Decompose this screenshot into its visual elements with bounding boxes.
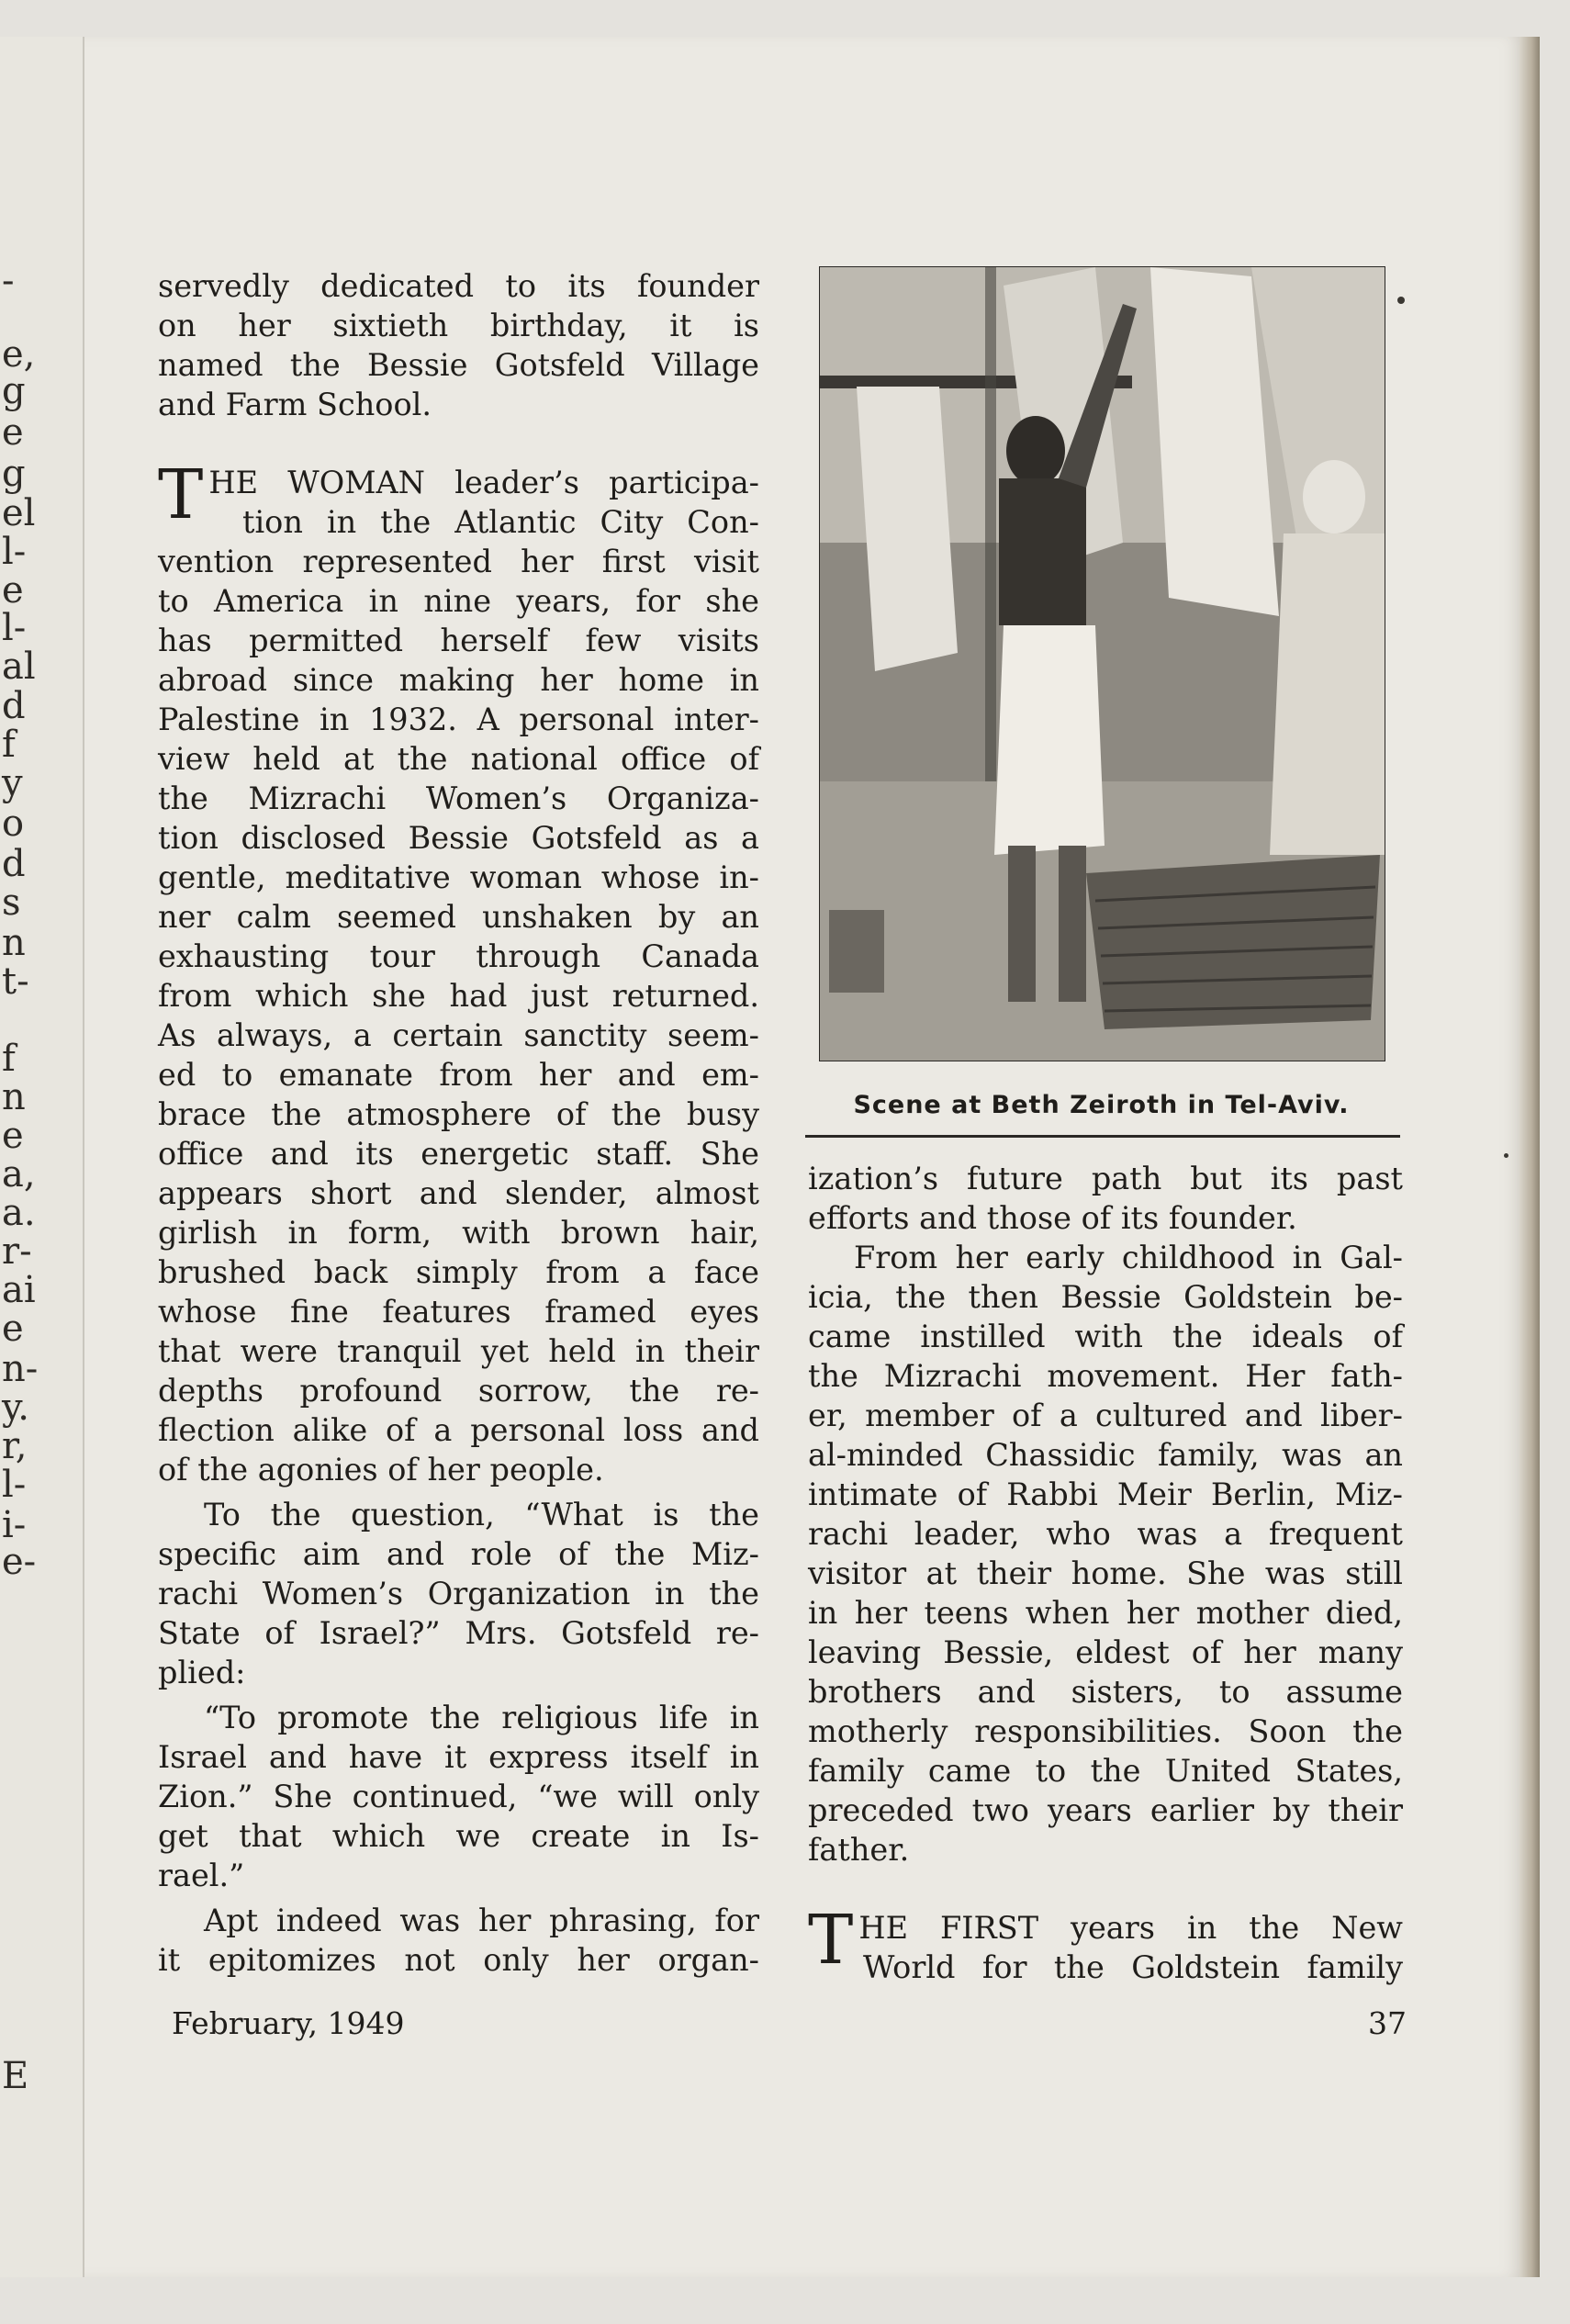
photo-caption: Scene at Beth Zeiroth in Tel-Aviv. (853, 1091, 1350, 1119)
caption-rule (805, 1135, 1400, 1138)
column-right (808, 1159, 1403, 1987)
page-fore-edge (1520, 37, 1540, 2277)
text-line: ization’s future path but its past (808, 1161, 1403, 1196)
text-line: whose fine features framed eyes (158, 1294, 759, 1330)
left-page-fragment: r, (2, 1425, 28, 1467)
scan-speck (1504, 1153, 1508, 1158)
drop-cap: T (808, 1901, 854, 1980)
text-line: tion in the Atlantic City Con- (242, 504, 759, 540)
text-line: HE WOMAN leader’s participa- (208, 465, 759, 500)
left-page-fragment: i- (2, 1504, 27, 1546)
text-line: appears short and slender, almost (158, 1175, 759, 1211)
left-page-fragment: t- (2, 960, 29, 1003)
left-page-fragment: el (2, 492, 36, 534)
text-line: the Mizrachi movement. Her fath- (808, 1358, 1403, 1394)
drop-cap: T (158, 455, 204, 534)
left-page-fragment: e (2, 1115, 24, 1157)
left-page-edge (0, 37, 84, 2277)
text-line: abroad since making her home in (158, 662, 759, 698)
text-line: brothers and sisters, to assume (808, 1674, 1403, 1710)
left-page-fragment: r- (2, 1230, 32, 1273)
left-page-fragment: y (2, 762, 23, 804)
text-line: the Mizrachi Women’s Organiza- (158, 780, 759, 816)
text-line: of the agonies of her people. (158, 1452, 604, 1488)
text-line: State of Israel?” Mrs. Gotsfeld re- (158, 1615, 759, 1651)
left-page-fragment: a. (2, 1192, 36, 1234)
text-line: ner calm seemed unshaken by an (158, 899, 759, 935)
paragraph-quote (158, 1698, 759, 1895)
photo-beth-zeiroth (819, 266, 1385, 1061)
left-page-fragment: g (2, 453, 26, 495)
left-page-fragment: f (2, 724, 16, 766)
left-page-fragment: ai (2, 1269, 36, 1311)
text-line: from which she had just returned. (158, 978, 759, 1014)
paragraph-continuation (808, 1159, 1403, 1238)
text-line: depths profound sorrow, the re- (158, 1373, 759, 1409)
paragraph-intro-continuation (158, 266, 759, 424)
left-page-fragment: n- (2, 1348, 39, 1390)
left-page-fragment: s (2, 881, 21, 924)
text-line: specific aim and role of the Miz- (158, 1536, 759, 1572)
text-line: gentle, meditative woman whose in- (158, 859, 759, 895)
text-line: preceded two years earlier by their (808, 1792, 1403, 1828)
left-page-fragment: a, (2, 1153, 36, 1196)
text-line: flection alike of a personal loss and (158, 1412, 759, 1448)
text-line: girlish in form, with brown hair, (158, 1215, 759, 1251)
text-line: plied: (158, 1655, 246, 1690)
left-page-fragment: e (2, 1308, 24, 1350)
text-line: rachi leader, who was a frequent (808, 1516, 1403, 1552)
text-line: that were tranquil yet held in their (158, 1333, 759, 1369)
text-line: view held at the national office of (158, 741, 759, 777)
paragraph-question (158, 1495, 759, 1692)
left-page-fragment: e (2, 569, 24, 612)
paragraph-apt-indeed (158, 1901, 759, 1980)
text-line: to America in nine years, for she (158, 583, 759, 619)
left-page-fragment: n (2, 922, 26, 964)
text-line: brushed back simply from a face (158, 1254, 759, 1290)
left-page-fragment: E (2, 2055, 29, 2097)
left-page-fragment: f (2, 1038, 16, 1080)
text-line: As always, a certain sanctity seem- (158, 1017, 759, 1053)
left-page-fragment: e, (2, 333, 36, 376)
text-line: Zion.” She continued, “we will only (158, 1779, 759, 1814)
left-page-fragment: e (2, 411, 24, 454)
text-line: er, member of a cultured and liber- (808, 1398, 1403, 1433)
text-line: Palestine in 1932. A personal inter- (158, 702, 759, 737)
text-line: To the question, “What is the (204, 1497, 759, 1532)
text-line: motherly responsibilities. Soon the (808, 1713, 1403, 1749)
text-line: World for the Goldstein family (863, 1949, 1403, 1985)
scan-speck (1397, 297, 1405, 304)
left-page-fragment: l- (2, 1464, 27, 1506)
text-line: Israel and have it express itself in (158, 1739, 759, 1775)
text-line: father. (808, 1832, 910, 1868)
photo-illustration (820, 267, 1385, 1061)
left-page-fragment: l- (2, 607, 27, 649)
text-line: get that which we create in Is- (158, 1818, 759, 1854)
left-page-fragment: d (2, 685, 26, 727)
left-page-fragment: o (2, 803, 25, 845)
paragraph-first-years (808, 1901, 1403, 1987)
text-line: family came to the United States, (808, 1753, 1403, 1789)
paragraph-early-childhood (808, 1238, 1403, 1869)
left-page-fragment: e- (2, 1541, 37, 1583)
text-line: rachi Women’s Organization in the (158, 1576, 759, 1611)
text-line: came instilled with the ideals of (808, 1319, 1403, 1354)
text-line: on her sixtieth birthday, it is (158, 308, 759, 343)
text-line: Apt indeed was her phrasing, for (204, 1903, 759, 1938)
text-line: it epitomizes not only her organ- (158, 1942, 759, 1978)
text-line: “To promote the religious life in (204, 1700, 759, 1735)
text-line: visitor at their home. She was still (808, 1555, 1403, 1591)
text-line: and Farm School. (158, 387, 432, 422)
text-line: office and its energetic staff. She (158, 1136, 759, 1172)
left-page-fragment: l- (2, 531, 27, 573)
text-line: leaving Bessie, eldest of her many (808, 1634, 1403, 1670)
left-page-fragment: d (2, 843, 26, 885)
text-line: tion disclosed Bessie Gotsfeld as a (158, 820, 759, 856)
left-page-fragment: y. (2, 1387, 29, 1429)
column-left (158, 266, 759, 1980)
paragraph-woman-leader (158, 455, 759, 1489)
left-page-fragment: al (2, 646, 36, 688)
text-line: named the Bessie Gotsfeld Village (158, 347, 759, 383)
text-line: rael.” (158, 1858, 245, 1893)
text-line: From her early childhood in Gal- (854, 1240, 1403, 1275)
text-line: has permitted herself few visits (158, 623, 759, 658)
left-page-fragment: - (2, 260, 15, 302)
text-line: HE FIRST years in the New (858, 1910, 1403, 1946)
text-line: icia, the then Bessie Goldstein be- (808, 1279, 1403, 1315)
text-line: vention represented her first visit (158, 544, 759, 579)
text-line: servedly dedicated to its founder (158, 268, 759, 304)
page-number: 37 (1368, 2005, 1407, 2041)
text-line: al-minded Chassidic family, was an (808, 1437, 1403, 1473)
text-line: ed to emanate from her and em- (158, 1057, 759, 1093)
issue-date: February, 1949 (172, 2005, 405, 2041)
text-line: intimate of Rabbi Meir Berlin, Miz- (808, 1476, 1403, 1512)
text-line: efforts and those of its founder. (808, 1200, 1297, 1236)
text-line: brace the atmosphere of the busy (158, 1096, 759, 1132)
text-line: in her teens when her mother died, (808, 1595, 1403, 1631)
left-page-fragment: n (2, 1076, 26, 1118)
text-line: exhausting tour through Canada (158, 938, 759, 974)
left-page-fragment: g (2, 370, 26, 412)
